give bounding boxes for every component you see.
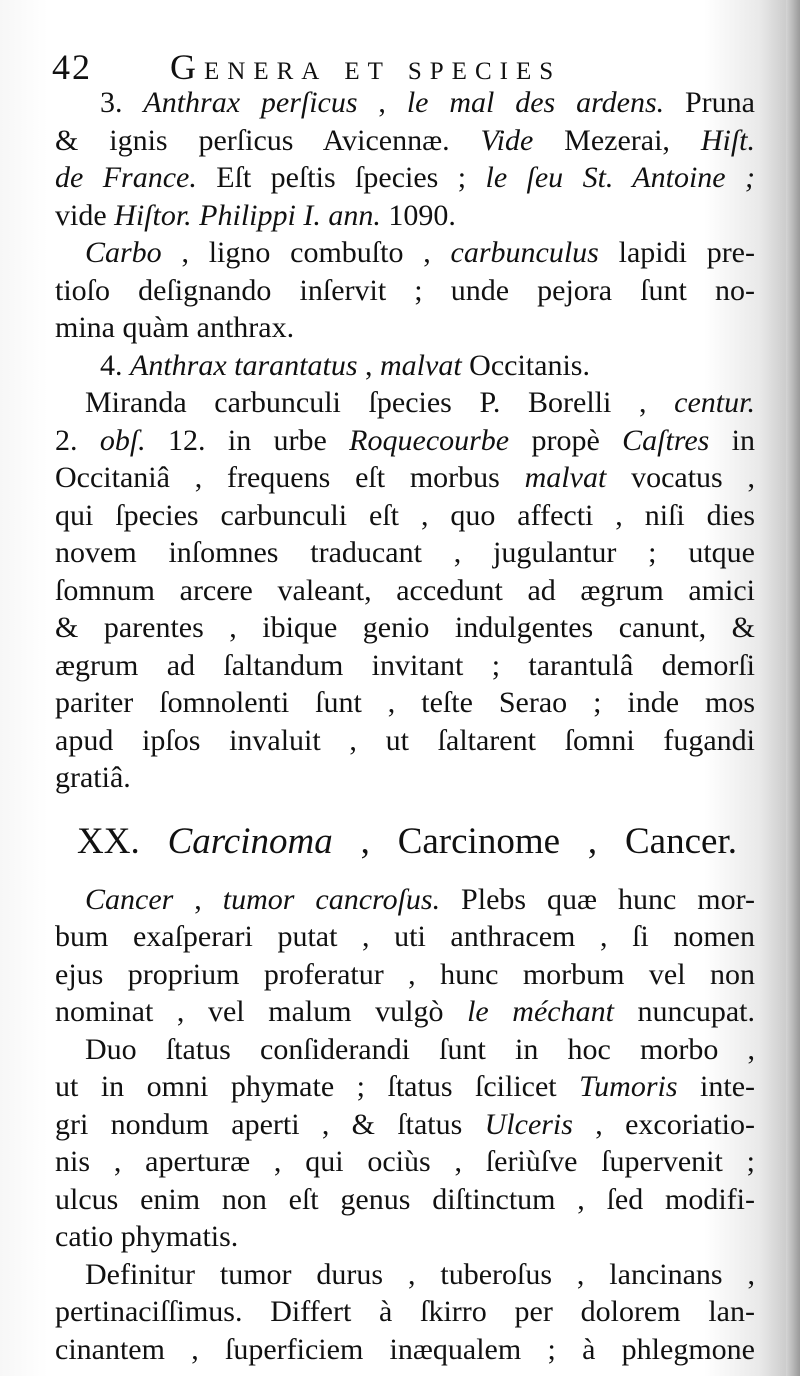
text-run: , (173, 882, 223, 916)
text-run: nominat , vel malum vulgò (55, 995, 468, 1028)
text-run: nuncupat. (613, 995, 755, 1028)
text-line (55, 1143, 755, 1181)
text-run: , Carcinome , Cancer. (332, 820, 737, 862)
text-run: inte- (677, 1070, 755, 1103)
text-run: bum exaſperari putat , uti anthracem , ſi nomen (55, 920, 755, 953)
text-run: gratiâ. (55, 761, 131, 794)
text-line (55, 122, 755, 160)
text-line (55, 1331, 755, 1369)
italic-text: obſ. (99, 423, 146, 457)
text-run: novem inſomnes traducant , jugulantur ; utque (55, 536, 755, 569)
italic-text: le ſeu St. Antoine ; (485, 161, 755, 194)
text-run: 12. in urbe (145, 423, 350, 457)
text-run: nis , aperturæ , qui ociùs , ſeriùſve ſupervenit ; (55, 1145, 755, 1178)
text-line (55, 993, 755, 1031)
italic-text: carbunculus (450, 236, 599, 269)
text-line (55, 159, 755, 197)
text-line (55, 84, 755, 122)
text-line (55, 1068, 755, 1106)
text-line (55, 722, 755, 760)
text-run: ſomnum arcere valeant, accedunt ad ægrum amici (55, 573, 755, 607)
italic-text: Ulceris (484, 1107, 573, 1141)
text-line (55, 609, 755, 647)
text-run: Occitaniâ , frequens eſt morbus (55, 461, 525, 494)
text-line (55, 684, 755, 722)
text-line (55, 1293, 755, 1331)
text-line (55, 1218, 755, 1256)
text-run: , (357, 348, 381, 382)
text-run: 4. (100, 348, 130, 382)
text-run: cinantem , ſuperficiem inæqualem ; à phlegmone (55, 1332, 755, 1366)
italic-text: Vide (480, 123, 534, 157)
text-run: pariter ſomnolenti ſunt , teſte Serao ; inde mos (55, 686, 755, 719)
italic-text: Caſtres (622, 423, 710, 457)
text-run: Pruna (664, 86, 755, 119)
italic-text: Hiſtor. Philippi I. ann. (114, 198, 381, 232)
text-run: catio phymatis. (55, 1220, 239, 1253)
text-line (55, 459, 755, 497)
text-line (55, 272, 755, 310)
text-line (55, 309, 755, 347)
text-line (55, 956, 755, 994)
text-run: XX. (77, 820, 168, 862)
text-run: Mezerai, (533, 123, 701, 157)
text-run: Duo ſtatus conſiderandi ſunt in hoc morbo , (85, 1032, 755, 1066)
italic-text: Hiſt. (700, 123, 756, 157)
italic-text: tumor cancroſus. (222, 882, 441, 916)
page-edge-shadow (786, 0, 800, 1376)
text-line (55, 881, 755, 919)
text-line (55, 918, 755, 956)
italic-text: Carbo (85, 236, 162, 269)
text-run: ejus proprium proferatur , hunc morbum vel non (55, 957, 755, 991)
italic-text: Tumoris (579, 1070, 678, 1103)
text-run: lapidi pre- (598, 236, 755, 269)
italic-text: de France. (55, 161, 197, 194)
text-line (55, 347, 755, 385)
page-header (52, 42, 752, 88)
text-run: apud ipſos invaluit , ut ſaltarent ſomni fugandi (55, 723, 755, 757)
text-run: 2. (55, 423, 100, 457)
text-run: , (357, 86, 407, 119)
text-run: 1090. (380, 198, 456, 232)
text-run: Occitanis. (461, 348, 590, 382)
italic-text: le mal des ardens. (406, 86, 665, 119)
text-run: ægrum ad ſaltandum invitant ; tarantulâ demorſi (55, 648, 755, 682)
text-line (55, 534, 755, 572)
text-line (55, 1181, 755, 1219)
text-run: pertinaciſſimus. Differt à ſkirro per dolorem lan- (55, 1295, 755, 1328)
text-line (55, 647, 755, 685)
text-run: ut in omni phymate ; ſtatus ſcilicet (55, 1070, 580, 1103)
text-line (55, 1106, 755, 1144)
text-run: gri nondum aperti , & ſtatus (55, 1107, 485, 1141)
text-block-anthrax (55, 84, 755, 797)
italic-text: malvat (380, 348, 462, 382)
italic-text: Roquecourbe (349, 423, 510, 457)
text-block-carcinoma (55, 881, 755, 1369)
text-run: mina quàm anthrax. (55, 311, 295, 344)
text-line (55, 234, 755, 272)
italic-text: Carcinoma (167, 820, 333, 862)
text-run: & ignis perſicus Avicennæ. (55, 123, 481, 157)
running-title: Genera et species (170, 47, 562, 87)
text-run: qui ſpecies carbunculi eſt , quo affecti , niſi dies (55, 498, 755, 532)
text-run: Miranda carbunculi ſpecies P. Borelli , (85, 386, 675, 419)
text-run: 3. (100, 86, 144, 119)
text-line (55, 197, 755, 235)
italic-text: centur. (674, 386, 755, 419)
text-line (55, 497, 755, 535)
text-line (55, 572, 755, 610)
text-run: Definitur tumor durus , tuberoſus , lancinans , (85, 1257, 755, 1291)
section-heading (77, 819, 737, 865)
text-line (55, 1031, 755, 1069)
text-line (55, 422, 755, 460)
italic-text: Anthrax perſicus (143, 86, 358, 119)
text-line (55, 384, 755, 422)
italic-text: malvat (524, 461, 607, 494)
text-run: Plebs quæ hunc mor- (440, 882, 755, 916)
text-line (55, 1256, 755, 1294)
text-run: vide (55, 198, 115, 232)
text-run: ulcus enim non eſt genus diſtinctum , ſed modifi- (55, 1182, 755, 1216)
text-line (55, 759, 755, 797)
italic-text: Anthrax tarantatus (130, 348, 358, 382)
text-run: , excoriatio- (572, 1107, 755, 1141)
text-run: , ligno combuſto , (161, 236, 451, 269)
page-number: 42 (52, 47, 92, 87)
page-body (55, 84, 755, 1368)
text-run: propè (509, 423, 623, 457)
text-run: Eſt peſtis ſpecies ; (196, 161, 486, 194)
italic-text: le méchant (467, 995, 614, 1028)
text-run: vocatus , (606, 461, 756, 494)
text-run: & parentes , ibique genio indulgentes canunt, & (55, 611, 755, 644)
text-run: tioſo deſignando inſervit ; unde pejora ſunt no- (55, 273, 755, 307)
text-run: in (709, 423, 756, 457)
italic-text: Cancer (85, 882, 174, 916)
